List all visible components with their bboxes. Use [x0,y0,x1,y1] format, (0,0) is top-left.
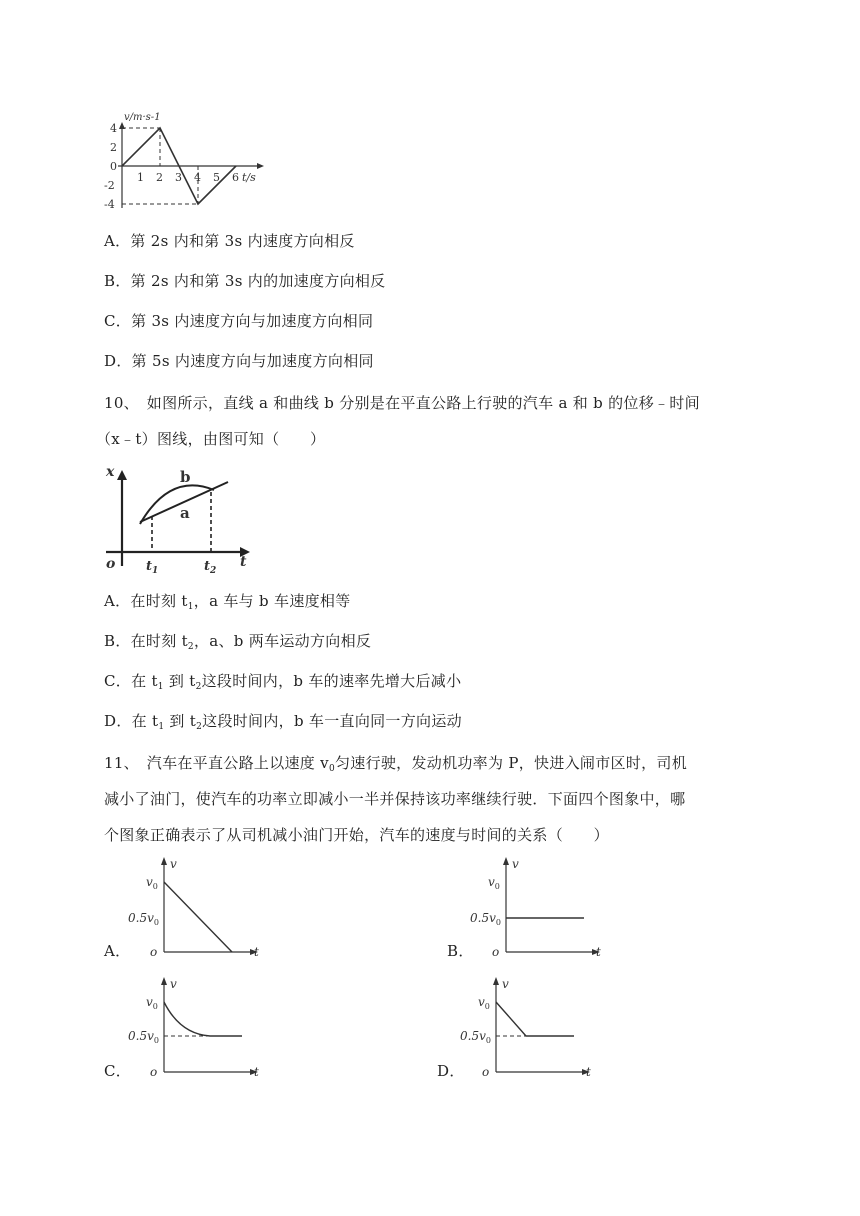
q9-velocity-time-graph [100,108,270,214]
q9-option-c: C．第 3s 内速度方向与加速度方向相同 [104,312,374,330]
q9-option-d: D．第 5s 内速度方向与加速度方向相同 [104,352,374,370]
q11b-half-label: $0.5v_0$ [470,911,501,927]
q11a-v-label: v [170,857,177,871]
q10-option-d: D．在 $t_1$ 到 $t_2$这段时间内，b 车一直向同一方向运动 [104,712,462,732]
q11a-t-label: t [254,945,259,959]
q10-t1-label: $t_1$ [146,559,159,574]
q9-ytick-0: 0 [110,160,117,173]
q10-stem-line-1: 10、 如图所示，直线 a 和曲线 b 分别是在平直公路上行驶的汽车 a 和 b 的位移﹣时间 [104,394,700,412]
q10-stem-line-2: （x﹣t）图线，由图可知（ ） [96,430,326,448]
q9-ytick-4: 4 [110,122,117,135]
q11c-o-label: o [150,1065,158,1079]
q10-y-label: x [106,464,115,480]
q11d-v-label: v [502,977,509,991]
q9-ytick-neg4: -4 [104,198,115,211]
q10-curve-b-label: b [180,468,191,486]
q10-position-time-graph [100,462,260,574]
q9-xtick-6: 6 [232,171,239,184]
q9-ylabel: v/m·s-1 [124,112,161,123]
q11c-v0-label: $v_0$ [146,995,158,1011]
q11-stem-line-1: 11、 汽车在平直公路上以速度 $v_0$匀速行驶，发动机功率为 P，快进入闹市区时，司机 [104,754,688,774]
q10-origin-label: o [106,556,116,572]
q9-option-b: B．第 2s 内和第 3s 内的加速度方向相反 [104,272,386,290]
q10-option-a: A．在时刻 $t_1$，a 车与 b 车速度相等 [104,592,351,612]
q11-choice-d-label: D． [437,1062,465,1080]
q9-xtick-2: 2 [156,171,163,184]
q9-xlabel: t/s [242,171,256,184]
q11d-half-label: $0.5v_0$ [460,1029,491,1045]
q11b-v-label: v [512,857,519,871]
q9-option-a: A．第 2s 内和第 3s 内速度方向相反 [104,232,355,250]
q9-ytick-2: 2 [110,141,117,154]
q11d-t-label: t [586,1065,591,1079]
q10-t2-label: $t_2$ [204,559,217,574]
q11-stem-line-3: 个图象正确表示了从司机减小油门开始，汽车的速度与时间的关系（ ） [104,826,609,844]
q11a-half-label: $0.5v_0$ [128,911,159,927]
q11c-half-label: $0.5v_0$ [128,1029,159,1045]
q11d-v0-label: $v_0$ [478,995,490,1011]
q11b-o-label: o [492,945,500,959]
q11b-t-label: t [596,945,601,959]
q11-choice-b-label: B． [447,942,474,960]
q9-xtick-4: 4 [194,171,201,184]
q10-line-a-label: a [180,504,190,522]
q11-stem-line-2: 减小了油门，使汽车的功率立即减小一半并保持该功率继续行驶．下面四个图象中，哪 [104,790,686,808]
q11d-o-label: o [482,1065,490,1079]
q11-graph-a [124,852,274,964]
q9-xtick-3: 3 [175,171,182,184]
q10-option-c: C．在 $t_1$ 到 $t_2$这段时间内，b 车的速率先增大后减小 [104,672,462,692]
q10-option-b: B．在时刻 $t_2$，a、b 两车运动方向相反 [104,632,372,652]
q11a-o-label: o [150,945,158,959]
q11-graph-d [456,972,606,1084]
q11-graph-b [466,852,616,964]
q11b-v0-label: $v_0$ [488,875,500,891]
q11c-t-label: t [254,1065,259,1079]
q11-choice-a-label: A． [104,942,131,960]
q9-xtick-5: 5 [213,171,220,184]
q11-choice-c-label: C． [104,1062,132,1080]
q10-x-label: t [240,554,247,570]
q11a-v0-label: $v_0$ [146,875,158,891]
q9-xtick-1: 1 [137,171,144,184]
q11c-v-label: v [170,977,177,991]
q9-ytick-neg2: -2 [104,179,115,192]
q11-graph-c [124,972,274,1084]
